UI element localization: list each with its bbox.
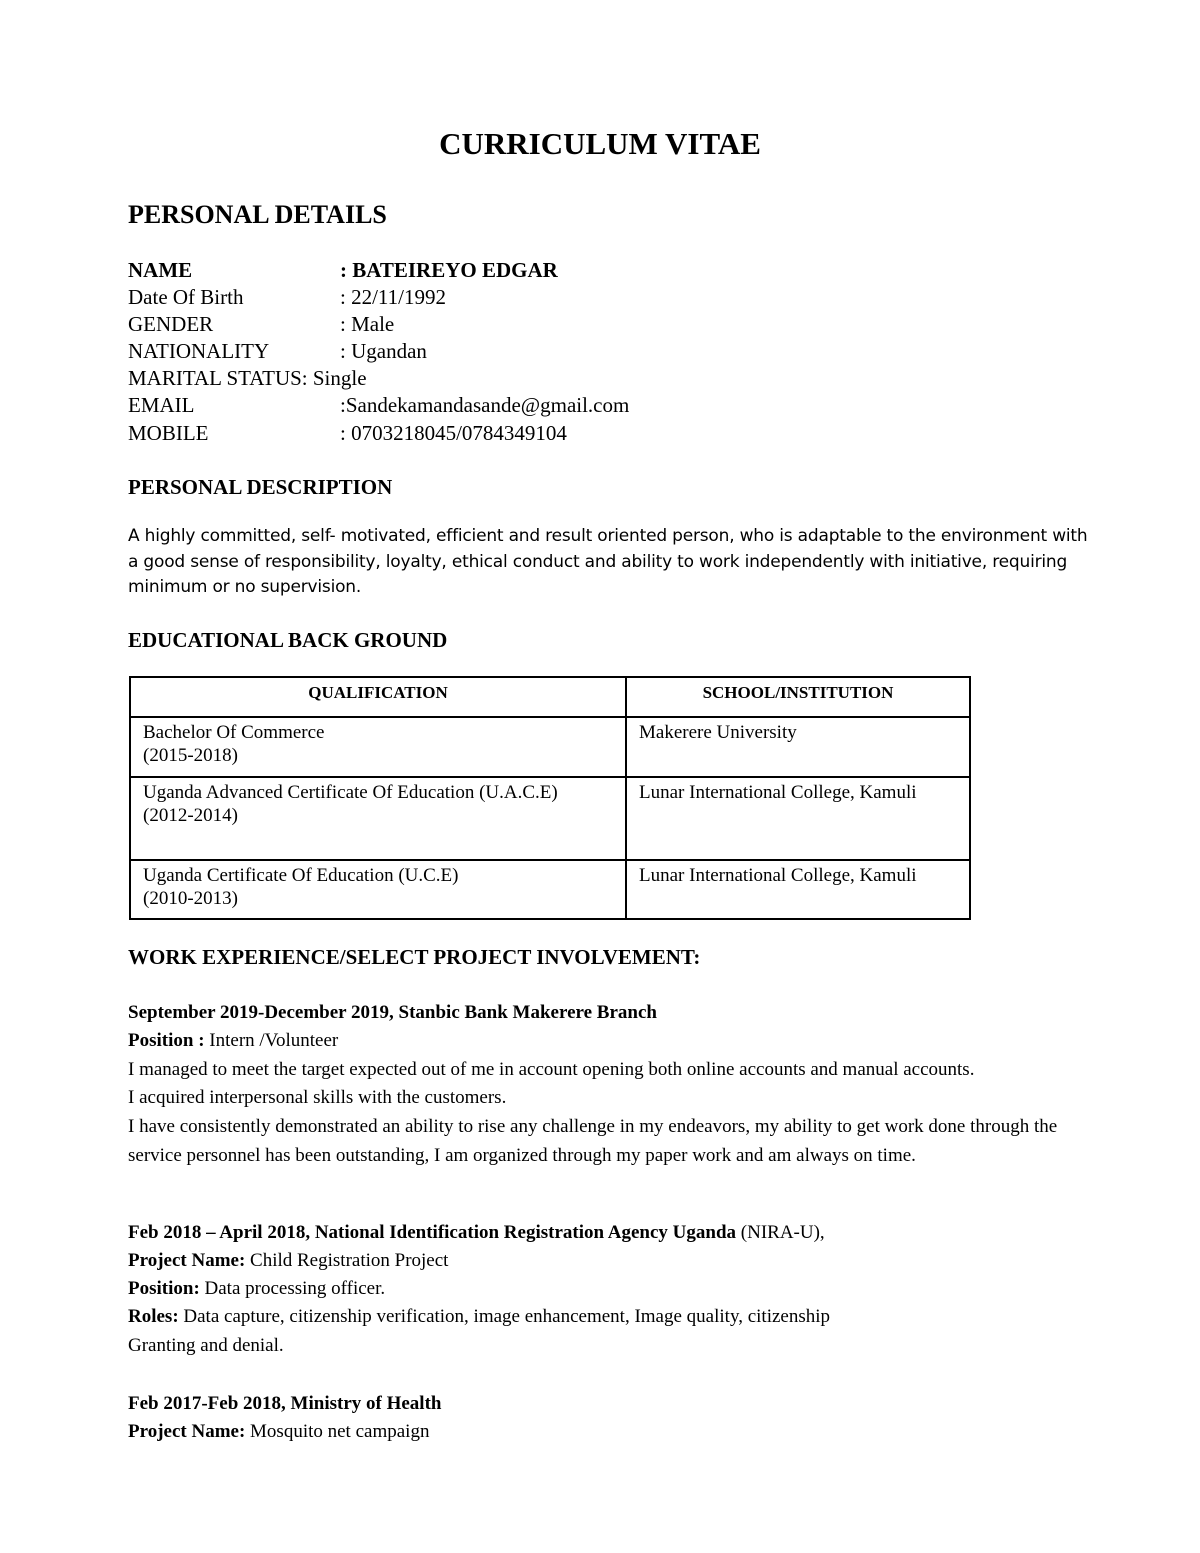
moh-project: [128, 1417, 429, 1446]
gender-label: GENDER: [128, 312, 214, 336]
personal-details-heading: PERSONAL DETAILS: [128, 200, 387, 229]
project-name-value: Child Registration Project: [245, 1250, 449, 1271]
nationality-label: NATIONALITY: [128, 339, 270, 363]
stanbic-title-text: September 2019-December 2019, Stanbic Bank Makerere Branch: [128, 1002, 657, 1023]
nira-title-tail: (NIRA-U),: [736, 1222, 825, 1243]
qualification-name: Uganda Certificate Of Education (U.C.E): [143, 865, 459, 886]
nira-title: [128, 1218, 825, 1247]
email-row: [128, 392, 629, 419]
school-cell: Lunar International College, Kamuli: [626, 860, 970, 919]
name-label: NAME: [128, 258, 193, 282]
roles-label: Roles:: [128, 1306, 179, 1327]
gender-row: [128, 311, 394, 338]
table-row: [130, 717, 970, 777]
table-row: [130, 777, 970, 860]
email-value: :Sandekamandasande@gmail.com: [340, 393, 630, 417]
moh-title-text: Feb 2017-Feb 2018, Ministry of Health: [128, 1393, 442, 1414]
stanbic-line-2: I acquired interpersonal skills with the customers.: [128, 1087, 507, 1108]
stanbic-title: [128, 998, 657, 1027]
stanbic-paragraph: I have consistently demonstrated an ability to rise any challenge in my endeavors, my ability to get work done through the service personnel has been outstanding, I am organized through my paper work and am always on time.: [128, 1116, 1058, 1166]
nira-position: [128, 1274, 385, 1303]
position-value: Intern /Volunteer: [204, 1030, 339, 1051]
qualification-name: Uganda Advanced Certificate Of Education (U.A.C.E): [143, 782, 558, 803]
personal-description-text: A highly committed, self- motivated, efficient and result oriented person, who is adaptable to the environment with a good sense of responsibility, loyalty, ethical conduct and ability to work independently with initiative, requiring minimum or no supervision.: [128, 526, 1088, 597]
qualification-name: Bachelor Of Commerce: [143, 722, 325, 743]
mobile-row: [128, 420, 567, 447]
name-value: : BATEIREYO EDGAR: [340, 258, 558, 282]
stanbic-position: [128, 1026, 338, 1055]
nira-roles-continued: Granting and denial.: [128, 1335, 284, 1356]
table-header-row: [130, 677, 970, 717]
moh-title: [128, 1389, 441, 1418]
email-label: EMAIL: [128, 393, 195, 417]
position-label: Position:: [128, 1278, 200, 1299]
nationality-value: : Ugandan: [340, 339, 427, 363]
qualification-header: QUALIFICATION: [130, 677, 626, 717]
gender-value: : Male: [340, 312, 395, 336]
stanbic-line-1: I managed to meet the target expected out of me in account opening both online accounts and manual accounts.: [128, 1059, 975, 1080]
education-table: [129, 676, 971, 920]
qualification-years: (2015-2018): [143, 745, 238, 766]
school-cell: Makerere University: [626, 717, 970, 777]
dob-label: Date Of Birth: [128, 285, 244, 309]
project-name-label: Project Name:: [128, 1421, 246, 1442]
school-cell: Lunar International College, Kamuli: [626, 777, 970, 860]
qualification-cell: [130, 860, 626, 919]
qualification-years: (2012-2014): [143, 805, 238, 826]
marital-status-value: Single: [312, 366, 367, 390]
project-name-value: Mosquito net campaign: [245, 1421, 430, 1442]
dob-value: : 22/11/1992: [340, 285, 446, 309]
qualification-cell: [130, 777, 626, 860]
position-value: Data processing officer.: [199, 1278, 386, 1299]
education-heading: EDUCATIONAL BACK GROUND: [128, 628, 448, 652]
document-title: CURRICULUM VITAE: [439, 126, 761, 161]
mobile-label: MOBILE: [128, 421, 209, 445]
qualification-years: (2010-2013): [143, 888, 238, 909]
nira-roles: [128, 1302, 830, 1331]
school-header: SCHOOL/INSTITUTION: [626, 677, 970, 717]
work-experience-heading: WORK EXPERIENCE/SELECT PROJECT INVOLVEMENT:: [128, 945, 701, 969]
table-row: [130, 860, 970, 919]
nira-title-text: Feb 2018 – April 2018, National Identification Registration Agency Uganda: [128, 1222, 737, 1243]
roles-value: Data capture, citizenship verification, image enhancement, Image quality, citizenship: [178, 1306, 831, 1327]
nira-project: [128, 1246, 448, 1275]
marital-status-row: [128, 365, 367, 392]
project-name-label: Project Name:: [128, 1250, 246, 1271]
nationality-row: [128, 338, 427, 365]
qualification-cell: [130, 717, 626, 777]
dob-row: [128, 284, 446, 311]
mobile-value: : 0703218045/0784349104: [340, 421, 567, 445]
name-row: [128, 257, 558, 284]
personal-description-heading: PERSONAL DESCRIPTION: [128, 475, 393, 499]
marital-status-label: MARITAL STATUS:: [128, 366, 308, 390]
position-label: Position :: [128, 1030, 205, 1051]
